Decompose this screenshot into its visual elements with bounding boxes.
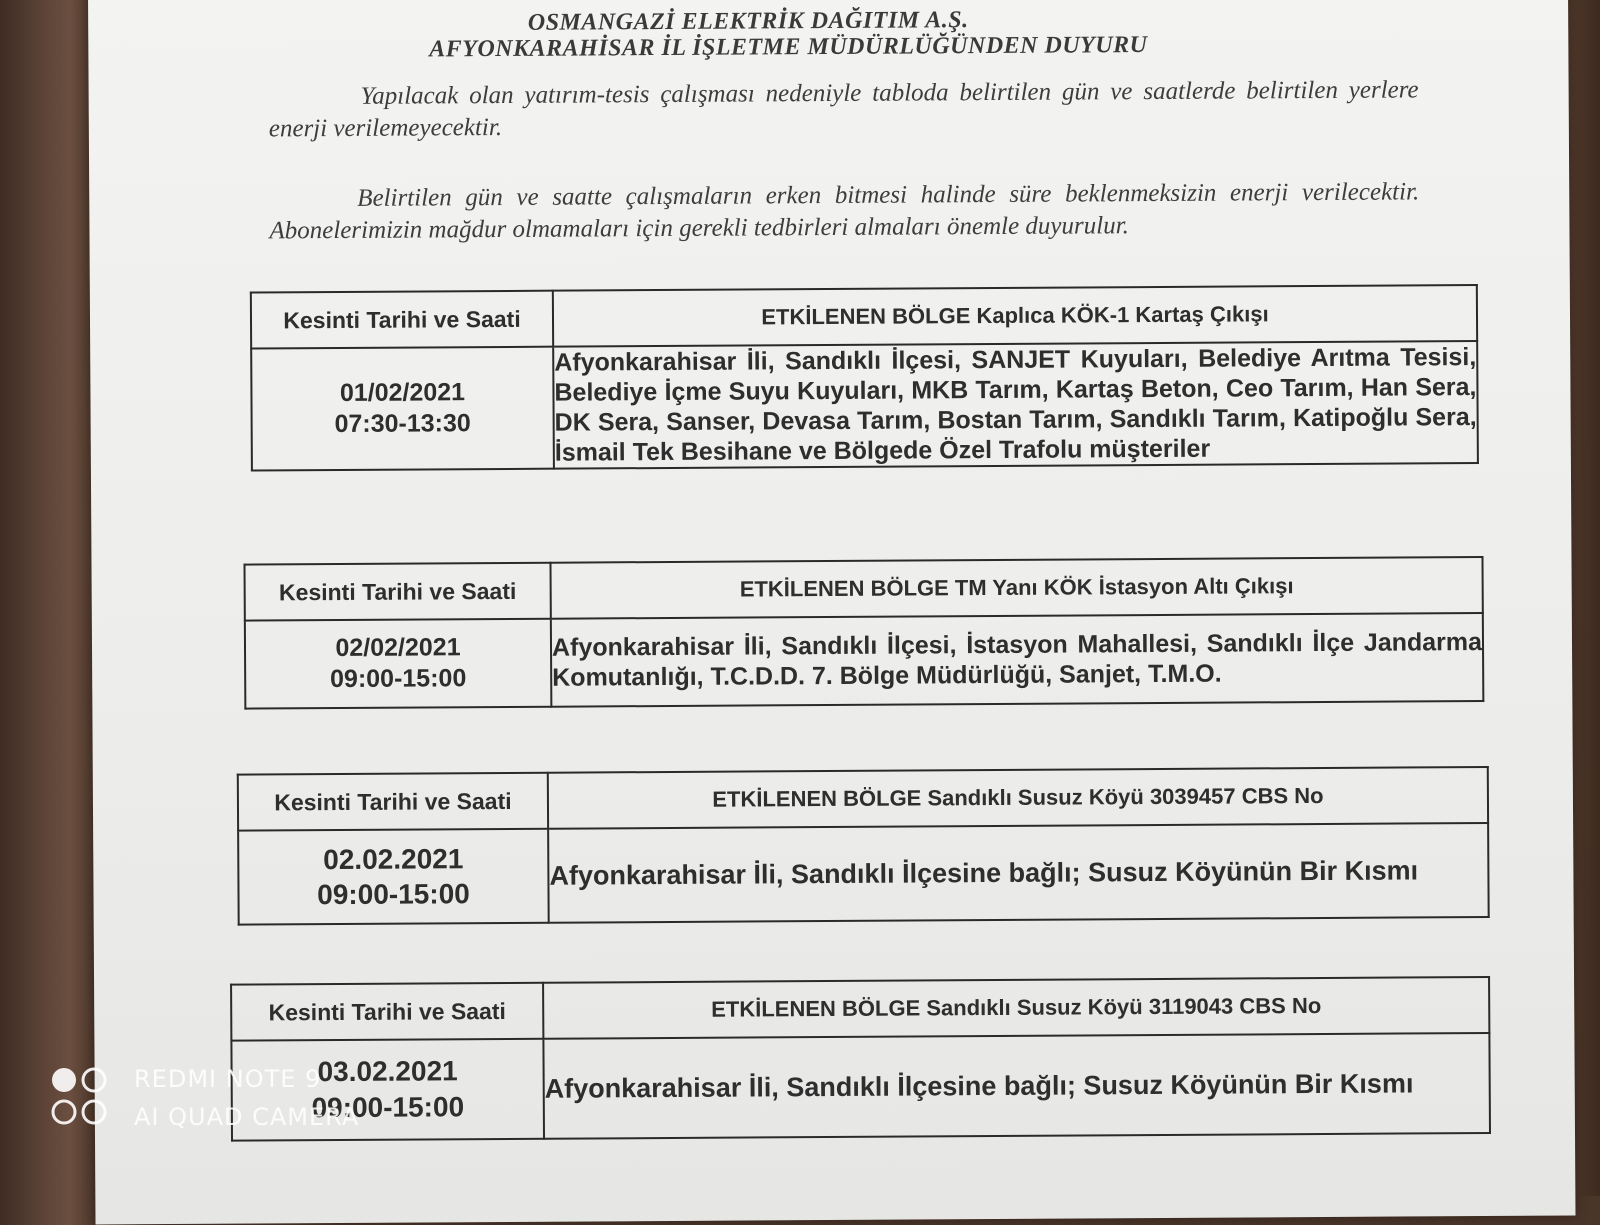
notice-paper — [88, 0, 1575, 1224]
outage-date: 02.02.2021 — [323, 843, 464, 876]
table-header-row — [251, 285, 1477, 348]
region-column-header: ETKİLENEN BÖLGE Sandıklı Susuz Köyü 3039457 CBS No — [548, 767, 1488, 829]
outage-table-2 — [243, 556, 1484, 710]
date-column-header: Kesinti Tarihi ve Saati — [231, 983, 543, 1041]
notice-title: AFYONKARAHİSAR İL İŞLETME MÜDÜRLÜĞÜNDEN DUYURU — [429, 32, 1148, 63]
region-column-header: ETKİLENEN BÖLGE Kaplıca KÖK-1 Kartaş Çıkışı — [553, 285, 1477, 347]
outage-date-time — [251, 347, 554, 471]
table-row — [231, 1033, 1490, 1141]
outage-table-3 — [237, 766, 1490, 926]
intro-paragraph-1: Yapılacak olan yatırım-tesis çalışması nedeniyle tabloda belirtilen gün ve saatlerde belirtilen yerlere enerji verilemeyecektir. — [268, 76, 1419, 143]
camera-lens-circles-icon — [50, 1064, 110, 1128]
affected-area: Afyonkarahisar İli, Sandıklı İlçesi, SANJET Kuyuları, Belediye Arıtma Tesisi, Belediye İçme Suyu Kuyuları, MKB Tarım, Kartaş Beton, Ceo Tarım, Han Sera, DK Sera, Sanser, Devasa Tarım, Bostan Tarım, Sandıklı Tarım, Katipoğlu Sera, İsmail Tek Besihane ve Bölgede Özel Trafolu müşteriler — [553, 341, 1478, 469]
region-column-header: ETKİLENEN BÖLGE Sandıklı Susuz Köyü 3119043 CBS No — [543, 977, 1489, 1039]
intro-paragraph-2: Belirtilen gün ve saatte çalışmaların erken bitmesi halinde süre beklenmeksizin enerji verilecektir. Abonelerimizin mağdur olmamaları için gerekli tedbirleri almaları önemle duyurulur. — [269, 178, 1420, 245]
table-header-row — [244, 557, 1482, 621]
outage-date-time — [238, 829, 549, 925]
outage-time: 09:00-15:00 — [317, 878, 470, 911]
outage-table-4 — [230, 976, 1491, 1142]
watermark-line-1: REDMI NOTE 9 — [134, 1065, 322, 1093]
affected-area: Afyonkarahisar İli, Sandıklı İlçesi, İstasyon Mahallesi, Sandıklı İlçe Jandarma Komutanlığı, T.C.D.D. 7. Bölge Müdürlüğü, Sanjet, T.M.O. — [551, 613, 1484, 707]
date-column-header: Kesinti Tarihi ve Saati — [244, 563, 550, 621]
table-header-row — [231, 977, 1489, 1041]
outage-time: 09:00-15:00 — [311, 1091, 465, 1124]
outage-time: 07:30-13:30 — [334, 409, 471, 439]
affected-area: Afyonkarahisar İli, Sandıklı İlçesine bağlı; Susuz Köyünün Bir Kısmı — [543, 1033, 1490, 1139]
watermark-line-2: AI QUAD CAMERA — [134, 1103, 360, 1131]
outage-date: 02/02/2021 — [335, 633, 461, 663]
outage-date: 01/02/2021 — [339, 378, 466, 407]
table-row — [245, 613, 1484, 709]
outage-table-1 — [250, 284, 1479, 471]
region-column-header: ETKİLENEN BÖLGE TM Yanı KÖK İstasyon Altı Çıkışı — [550, 557, 1482, 619]
outage-date-time — [245, 619, 552, 709]
table-header-row — [238, 767, 1488, 831]
date-column-header: Kesinti Tarihi ve Saati — [251, 291, 553, 349]
company-name: OSMANGAZİ ELEKTRİK DAĞITIM A.Ş. — [527, 7, 969, 36]
outage-date: 03.02.2021 — [317, 1055, 458, 1088]
outage-time: 09:00-15:00 — [330, 664, 467, 694]
table-row — [238, 823, 1489, 925]
date-column-header: Kesinti Tarihi ve Saati — [238, 773, 548, 831]
table-row — [251, 341, 1478, 470]
affected-area: Afyonkarahisar İli, Sandıklı İlçesine bağlı; Susuz Köyünün Bir Kısmı — [548, 823, 1489, 923]
